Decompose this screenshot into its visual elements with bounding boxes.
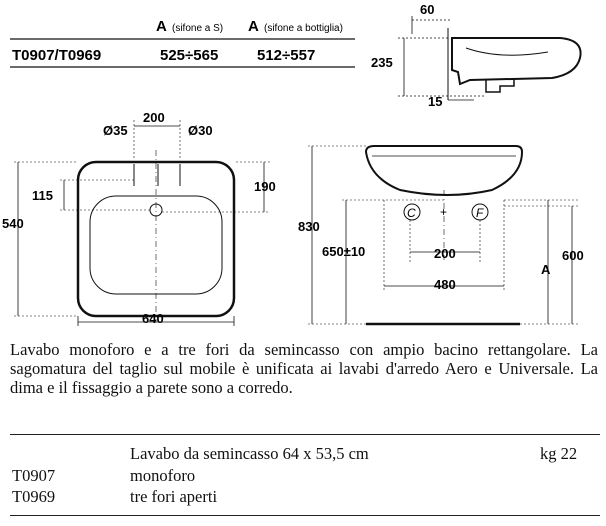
spec-rule-bottom <box>10 515 600 516</box>
table-col-a1-letter: A <box>156 18 167 35</box>
table-col-a2-note: (sifone a bottiglia) <box>264 23 343 34</box>
spec-rule-top <box>10 434 600 435</box>
dim-190-label: 190 <box>254 179 276 194</box>
dim-200-top-label: 200 <box>143 110 165 125</box>
dim-235-label: 235 <box>371 55 393 70</box>
install-view <box>308 146 578 324</box>
spec-weight: kg 22 <box>540 444 578 463</box>
label-f: F <box>476 206 484 220</box>
dim-15-label: 15 <box>428 94 443 109</box>
table-row-a2-value: 512÷557 <box>257 47 316 64</box>
dim-60-label: 60 <box>420 2 435 17</box>
side-view-siphon <box>486 80 514 92</box>
spec-row-variant: tre fori aperti <box>130 487 218 506</box>
dim-200-install-label: 200 <box>434 246 456 261</box>
spec-row-code: T0969 <box>12 487 56 506</box>
front-view <box>14 120 270 326</box>
dim-830-label: 830 <box>298 219 320 234</box>
dim-d35-label: Ø35 <box>103 123 128 138</box>
dim-480-label: 480 <box>434 277 456 292</box>
dim-a-label: A <box>541 262 551 277</box>
product-description: Lavabo monoforo e a tre fori da semincasso con ampio bacino rettangolare. La sagomatura del taglio sul mobile è unificata ai lavabi d'arredo Aero e Universale. La dima e il fissaggio a parete sono a corredo. <box>10 340 598 397</box>
side-view-basin-outline <box>452 38 581 84</box>
table-col-a1-note: (sifone a S) <box>172 23 224 34</box>
dim-650-label: 650±10 <box>322 244 366 259</box>
dim-540-label: 540 <box>2 216 24 231</box>
drain-cross-icon: + <box>440 205 448 219</box>
dim-d30-label: Ø30 <box>188 123 213 138</box>
dim-600-label: 600 <box>562 248 584 263</box>
table-row-a1-value: 525÷565 <box>160 47 219 64</box>
table-row-codes: T0907/T0969 <box>12 47 102 64</box>
spec-row-code: T0907 <box>12 466 56 485</box>
spec-product-name: Lavabo da semincasso 64 x 53,5 cm <box>130 444 369 463</box>
install-view-basin-outline <box>366 146 522 195</box>
label-c: C <box>407 206 416 220</box>
dim-640-label: 640 <box>142 311 164 326</box>
table-col-a2-letter: A <box>248 18 259 35</box>
dimension-table <box>10 18 355 67</box>
spec-row-variant: monoforo <box>130 466 196 485</box>
dim-115-label: 115 <box>32 188 53 203</box>
side-view <box>398 16 581 100</box>
